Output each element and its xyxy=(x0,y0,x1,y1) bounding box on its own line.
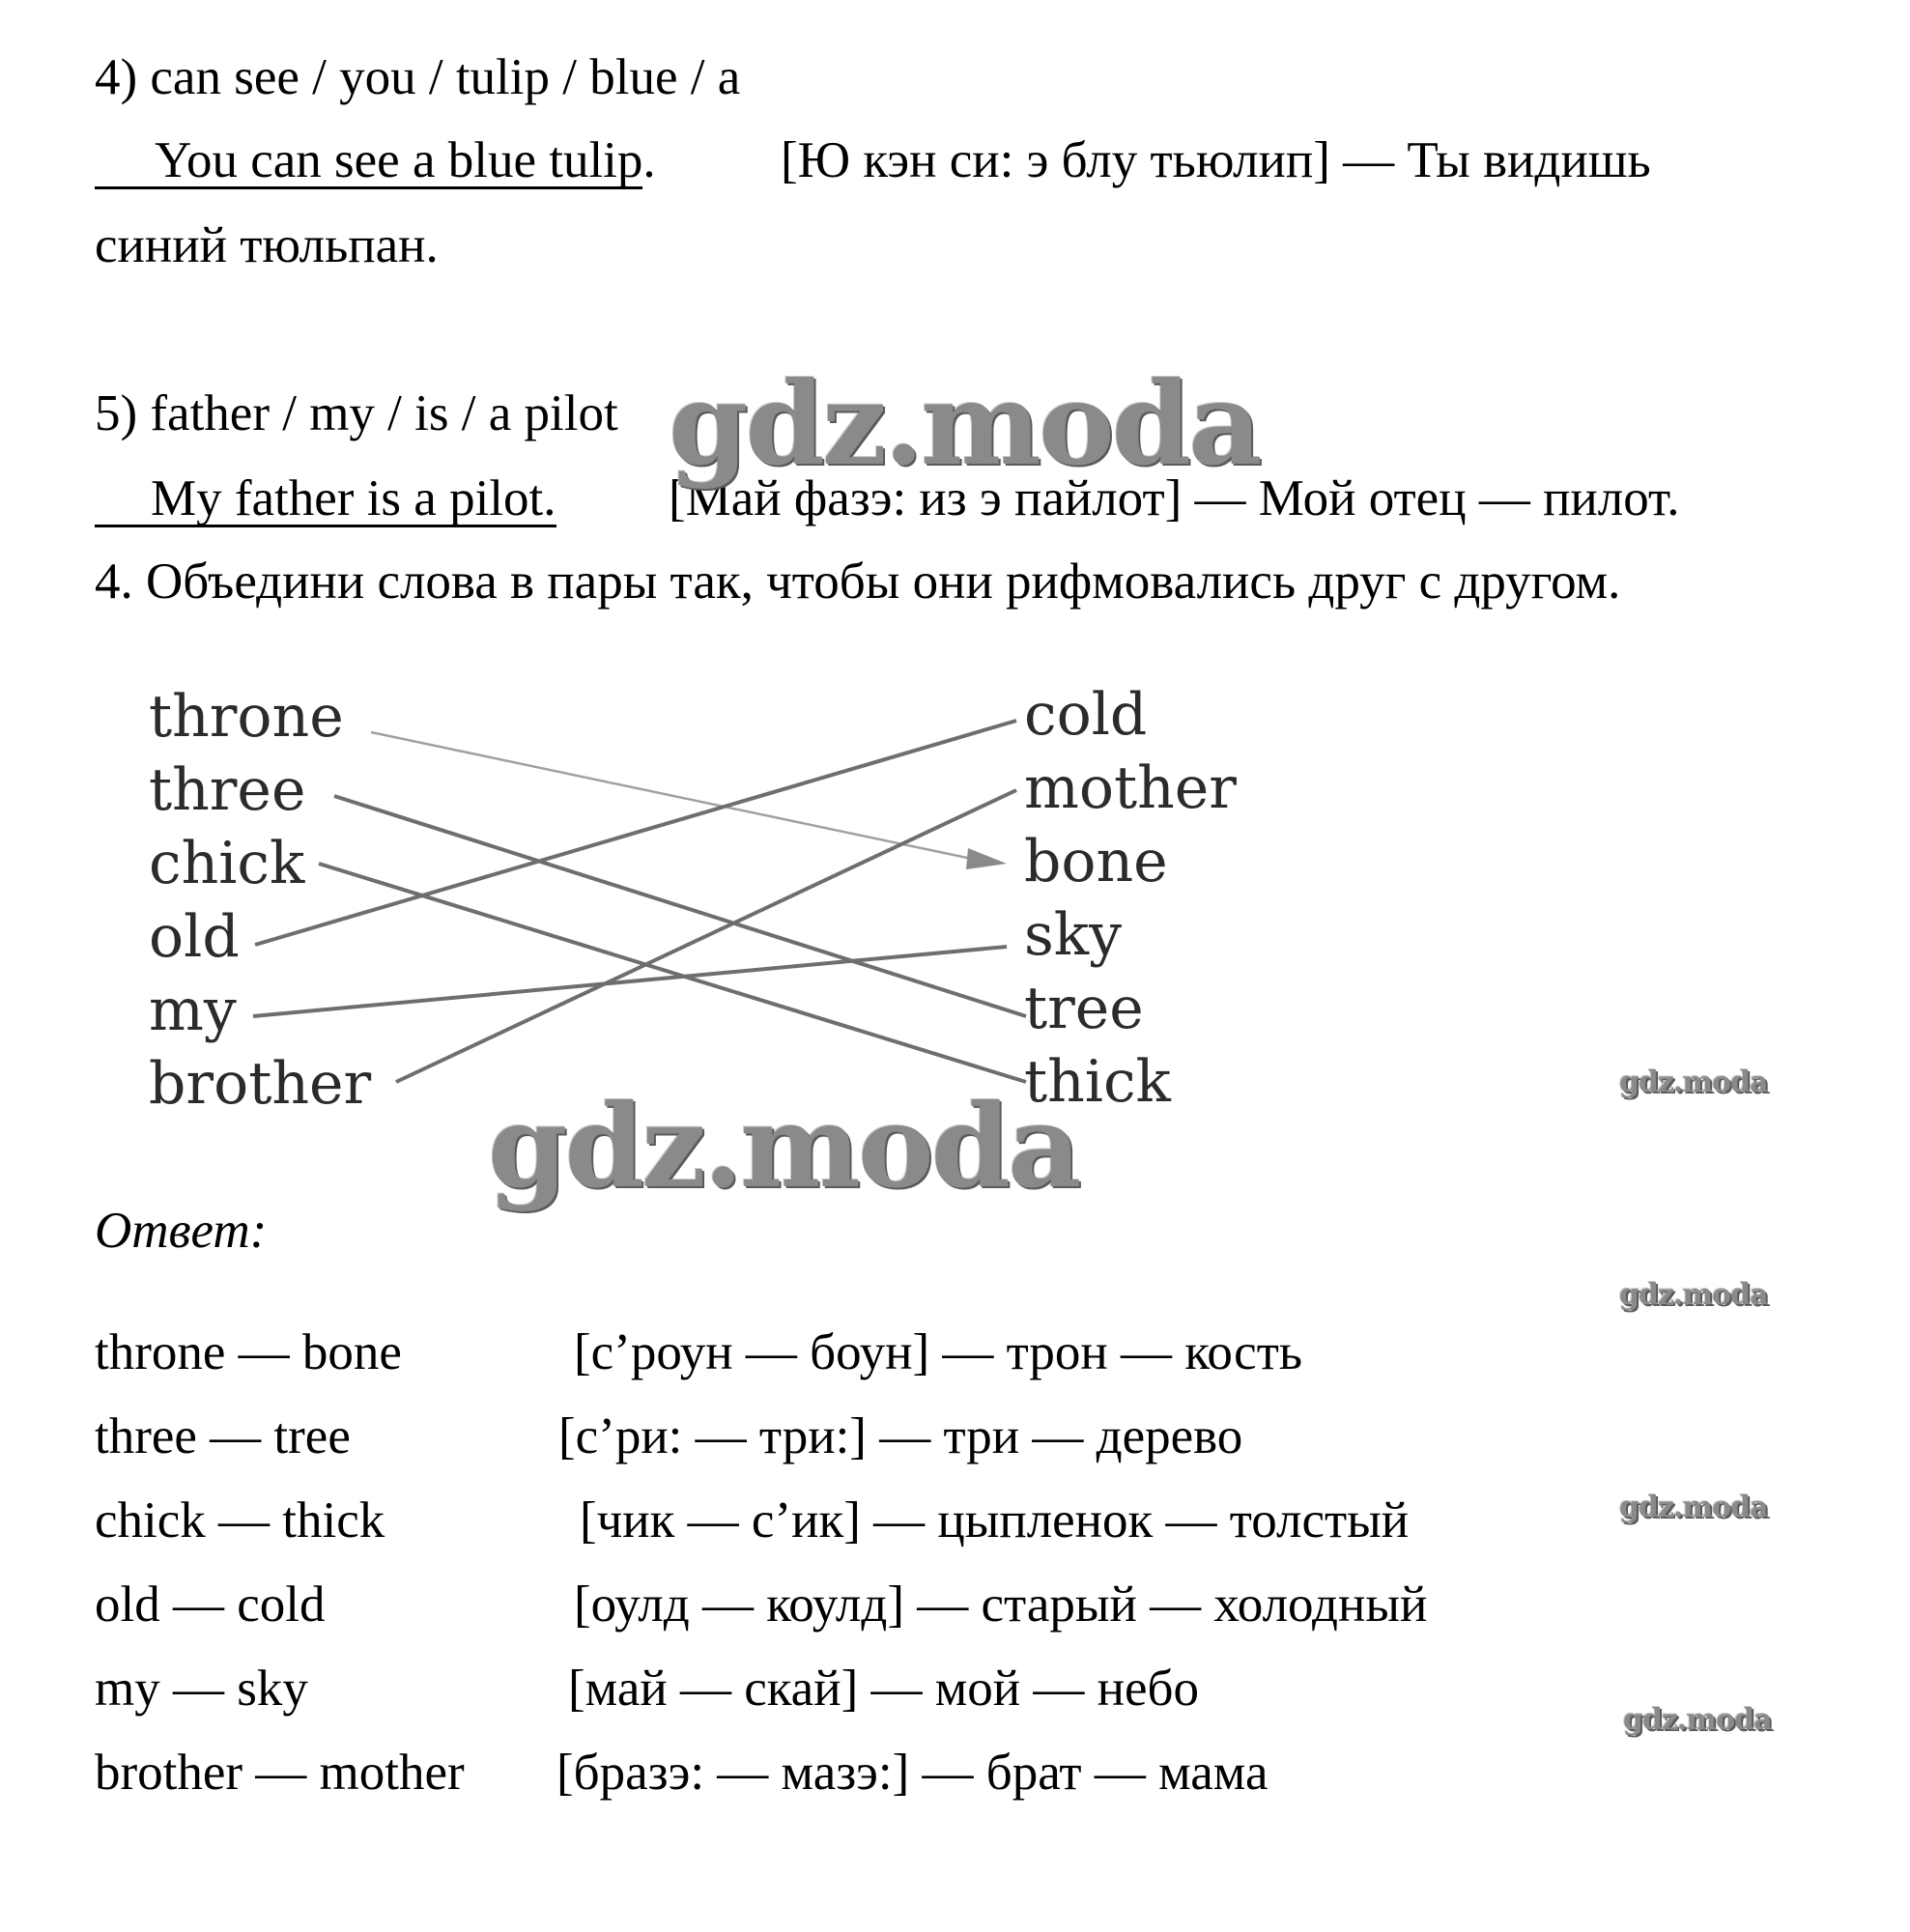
answer-pair-5: my — sky xyxy=(95,1661,308,1717)
answer-translation-6: [бразэ: — мазэ:] — брат — мама xyxy=(556,1745,1269,1801)
left-word-chick: chick xyxy=(149,830,305,897)
rhyme-matching-diagram xyxy=(135,676,1295,1121)
left-word-throne: throne xyxy=(149,683,344,751)
watermark-logo: gdz.moda xyxy=(488,1079,1079,1213)
answer-pair-2: three — tree xyxy=(95,1408,351,1464)
answer-label: Ответ: xyxy=(95,1203,268,1259)
item4-prompt: 4) can see / you / tulip / blue / a xyxy=(95,49,741,105)
watermark-logo: gdz.moda xyxy=(1619,1278,1768,1312)
task4-heading: 4. Объедини слова в пары так, чтобы они рифмовались друг с другом. xyxy=(95,554,1621,610)
watermark-logo: gdz.moda xyxy=(669,356,1260,491)
line-throne-bone xyxy=(371,732,985,862)
item5-prompt: 5) father / my / is / a pilot xyxy=(95,385,618,441)
answer-translation-4: [оулд — коулд] — старый — холодный xyxy=(574,1577,1428,1633)
left-word-brother: brother xyxy=(149,1050,372,1118)
line-old-cold xyxy=(255,721,1016,945)
answer-pair-3: chick — thick xyxy=(95,1492,385,1548)
item4-answer-end: . xyxy=(642,132,656,188)
answer-translation-1: [с’роун — боун] — трон — кость xyxy=(574,1324,1303,1380)
watermark-logo: gdz.moda xyxy=(1619,1491,1768,1524)
answer-translation-5: [май — скай] — мой — небо xyxy=(568,1661,1199,1717)
item5-answer-line xyxy=(95,470,556,527)
left-word-my: my xyxy=(149,977,237,1044)
item5-answer: My father is a pilot. xyxy=(95,473,556,527)
line-three-tree xyxy=(334,796,1026,1016)
answer-pair-6: brother — mother xyxy=(95,1745,465,1801)
right-word-sky: sky xyxy=(1024,901,1123,969)
right-word-cold: cold xyxy=(1024,681,1148,749)
item4-transcription: [Ю кэн си: э блу тьюлип] — Ты видишь xyxy=(781,132,1651,188)
right-word-bone: bone xyxy=(1024,828,1168,895)
right-word-mother: mother xyxy=(1024,754,1237,822)
watermark-logo: gdz.moda xyxy=(1619,1065,1768,1099)
left-word-old: old xyxy=(149,903,240,971)
right-word-thick: thick xyxy=(1024,1048,1171,1116)
item4-translation-cont: синий тюльпан. xyxy=(95,217,439,273)
answer-pair-1: throne — bone xyxy=(95,1324,402,1380)
answer-translation-3: [чик — с’ик] — цыпленок — толстый xyxy=(580,1492,1410,1548)
item5-transcription: [Май фазэ: из э пайлот] — Мой отец — пилот. xyxy=(669,470,1680,526)
item4-answer-line xyxy=(95,132,656,189)
left-word-three: three xyxy=(149,756,306,824)
line-my-sky xyxy=(253,947,1007,1016)
line-brother-mother xyxy=(396,790,1016,1082)
watermark-logo: gdz.moda xyxy=(1623,1703,1772,1737)
answer-translation-2: [с’ри: — три:] — три — дерево xyxy=(558,1408,1243,1464)
right-word-tree: tree xyxy=(1024,975,1144,1042)
answer-pair-4: old — cold xyxy=(95,1577,326,1633)
item4-answer: You can see a blue tulip xyxy=(95,135,642,189)
arrowhead-bone-icon xyxy=(966,848,1007,869)
